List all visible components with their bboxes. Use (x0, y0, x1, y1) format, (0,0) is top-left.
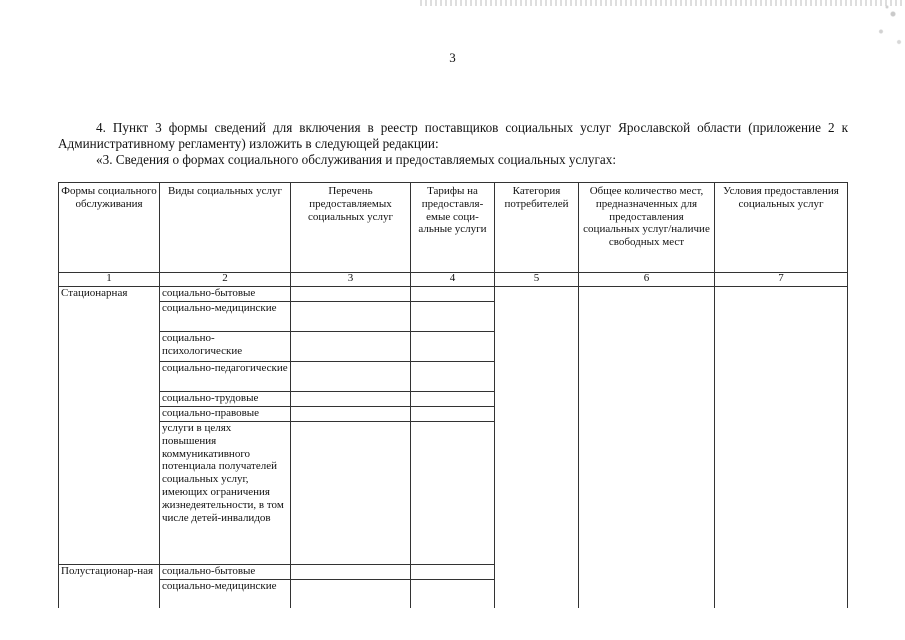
column-number-row (59, 273, 848, 287)
conditions-cell (715, 287, 848, 608)
tariff-cell (411, 580, 495, 608)
service-type-cell: социально-педагогические (160, 362, 291, 392)
header-service-list: Перечень предоставляемых социальных услуг (291, 183, 411, 273)
header-places: Общее количество мест, предназначенных для предоставления социальных услуг/наличие свободных мест (579, 183, 715, 273)
scan-artifact-top (420, 0, 905, 6)
tariff-cell (411, 392, 495, 407)
column-number: 6 (579, 273, 715, 287)
tariff-cell (411, 422, 495, 565)
column-number: 7 (715, 273, 848, 287)
header-forms: Формы социального обслуживания (59, 183, 160, 273)
service-type-cell: социально-трудовые (160, 392, 291, 407)
service-type-cell: социально-психологические (160, 332, 291, 362)
header-tariffs: Тарифы на предоставля-емые соци-альные услуги (411, 183, 495, 273)
service-type-cell: социально-бытовые (160, 565, 291, 580)
column-number: 3 (291, 273, 411, 287)
column-number: 2 (160, 273, 291, 287)
header-consumer-category: Категория потребителей (495, 183, 579, 273)
service-list-cell (291, 422, 411, 565)
service-type-cell: социально-медицинские (160, 302, 291, 332)
header-row (59, 183, 848, 273)
column-number: 1 (59, 273, 160, 287)
service-list-cell (291, 407, 411, 422)
service-type-cell: социально-медицинские (160, 580, 291, 608)
section-heading: «3. Сведения о формах социального обслуживания и предоставляемых социальных услугах: (96, 152, 616, 167)
service-type-cell: услуги в целях повышения коммуникативного потенциала получателей социальных услуг, имеющих ограничения жизнедеятельности, в том числе детей-инвалидов (160, 422, 291, 565)
amendment-paragraph: 4. Пункт 3 формы сведений для включения в реестр поставщиков социальных услуг Ярославской области (приложение 2 к Административному регламенту) изложить в следующей редакции: (58, 120, 848, 151)
service-list-cell (291, 392, 411, 407)
service-list-cell (291, 565, 411, 580)
tariff-cell (411, 332, 495, 362)
page-number: 3 (449, 50, 456, 65)
service-list-cell (291, 332, 411, 362)
table-row (59, 287, 848, 302)
tariff-cell (411, 302, 495, 332)
service-list-cell (291, 302, 411, 332)
service-type-cell: социально-правовые (160, 407, 291, 422)
service-list-cell (291, 580, 411, 608)
form-semistationary: Полустационар-ная (59, 565, 160, 608)
tariff-cell (411, 407, 495, 422)
consumer-category-cell (495, 287, 579, 608)
places-cell (579, 287, 715, 608)
service-type-cell: социально-бытовые (160, 287, 291, 302)
services-table (58, 182, 848, 608)
tariff-cell (411, 287, 495, 302)
column-number: 5 (495, 273, 579, 287)
tariff-cell (411, 362, 495, 392)
service-list-cell (291, 362, 411, 392)
service-list-cell (291, 287, 411, 302)
intro-text (58, 120, 848, 168)
header-conditions: Условия предоставления социальных услуг (715, 183, 848, 273)
tariff-cell (411, 565, 495, 580)
form-stationary: Стационарная (59, 287, 160, 565)
header-service-types: Виды социальных услуг (160, 183, 291, 273)
column-number: 4 (411, 273, 495, 287)
